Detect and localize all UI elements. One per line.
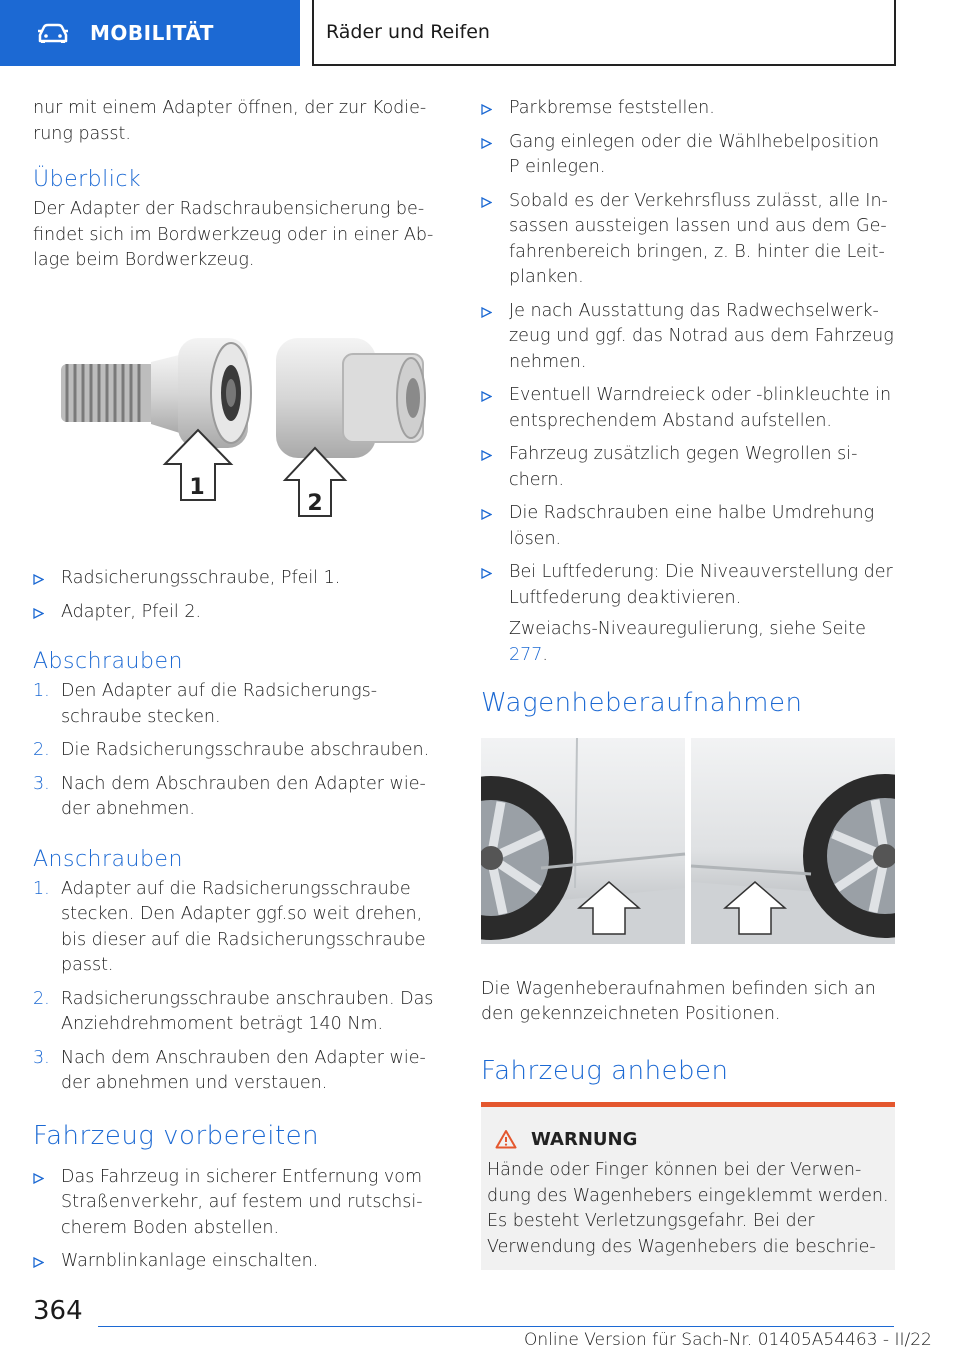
right-column	[481, 96, 895, 1270]
list-item: 3. Nach dem Abschrauben den Adapter wieder abnehmen.	[33, 773, 426, 819]
overview-heading: Überblick	[33, 167, 142, 192]
triangle-bullet-icon	[33, 1173, 44, 1184]
screw-heading: Anschrauben	[33, 846, 183, 872]
list-item: 1. Den Adapter auf die Radsicherungsschraube stecken.	[33, 681, 378, 727]
triangle-bullet-icon	[481, 307, 492, 318]
adapter	[276, 338, 425, 458]
prepare-bullets	[33, 1165, 447, 1275]
left-column	[33, 96, 447, 1283]
overview-text: Der Adapter der Radschraubensicherung befindet sich im Bordwerkzeug oder in einer Ablage beim Bordwerkzeug.	[33, 199, 434, 270]
unscrew-steps	[33, 679, 447, 823]
jack-heading: Wagenheberaufnahmen	[481, 688, 803, 718]
triangle-bullet-icon	[481, 197, 492, 208]
triangle-bullet-icon	[481, 568, 492, 579]
section-title: MOBILITÄT	[90, 21, 214, 45]
warning-box	[481, 1102, 895, 1271]
preparation-steps	[481, 96, 895, 611]
bolt-thread	[61, 354, 183, 434]
arrow-2	[285, 448, 345, 516]
triangle-bullet-icon	[481, 138, 492, 149]
warning-header	[487, 1127, 889, 1153]
list-item: Gang einlegen oder die Wählhebelposition P einlegen.	[481, 130, 895, 181]
intro-text: nur mit einem Adapter öffnen, der zur Kodierung passt.	[33, 98, 427, 144]
triangle-bullet-icon	[33, 1257, 44, 1268]
footer-divider	[98, 1326, 894, 1327]
triangle-bullet-icon	[33, 608, 44, 619]
list-item: 1. Adapter auf die Radsicherungsschraube stecken. Den Adapter ggf.so weit drehen, bis dieser auf die Radsicherungsschraube passt.	[33, 878, 426, 975]
arrow-2-label: 2	[307, 490, 323, 516]
list-item: Adapter, Pfeil 2.	[33, 600, 447, 626]
car-icon	[36, 22, 70, 44]
triangle-bullet-icon	[481, 391, 492, 402]
footer-text: Online Version für Sach-Nr. 01405A54463 - II/22	[524, 1330, 932, 1350]
list-item: 3. Nach dem Anschrauben den Adapter wieder abnehmen und verstauen.	[33, 1047, 426, 1093]
jack-caption: Die Wagenheberaufnahmen befinden sich an den gekennzeichneten Positionen.	[481, 978, 876, 1024]
list-item: Je nach Ausstattung das Radwechselwerkzeug und ggf. das Notrad aus dem Fahrzeug nehmen.	[481, 299, 895, 376]
triangle-bullet-icon	[481, 509, 492, 520]
list-item: Das Fahrzeug in sicherer Entfernung vom Straßenverkehr, auf festem und rutschsicherem Boden abstellen.	[33, 1165, 447, 1242]
warning-text: Hände oder Finger können bei der Verwendung des Wagenhebers eingeklemmt werden. Es besteht Verletzungsgefahr. Bei der Verwendung des Wagenhebers die beschrie-	[487, 1160, 889, 1257]
figure-legend	[33, 566, 447, 625]
list-item: Eventuell Warndreieck oder -blinkleuchte in entsprechendem Abstand aufstellen.	[481, 383, 895, 434]
list-item: Radsicherungsschraube, Pfeil 1.	[33, 566, 447, 592]
page-link[interactable]: 277	[509, 644, 543, 665]
list-item: Die Radschrauben eine halbe Umdrehung lösen.	[481, 501, 895, 552]
chapter-title: Räder und Reifen	[312, 0, 896, 66]
unscrew-heading: Abschrauben	[33, 649, 183, 674]
lift-heading: Fahrzeug anheben	[481, 1055, 729, 1086]
list-item: 2. Radsicherungsschraube anschrauben. Das Anziehdrehmoment beträgt 140 Nm.	[33, 988, 434, 1034]
arrow-1-label: 1	[189, 474, 205, 500]
page-number: 364	[33, 1296, 83, 1326]
list-item: 2. Die Radsicherungsschraube abschrauben.	[33, 740, 430, 760]
list-item: Fahrzeug zusätzlich gegen Wegrollen sichern.	[481, 442, 895, 493]
triangle-bullet-icon	[481, 450, 492, 461]
lock-bolt-adapter-figure	[33, 318, 447, 528]
list-item: Bei Luftfederung: Die Niveauverstellung der Luftfederung deaktivieren.	[481, 560, 895, 611]
prepare-heading: Fahrzeug vorbereiten	[33, 1120, 320, 1151]
section-tab	[0, 0, 300, 66]
jacking-points-photo	[481, 738, 895, 944]
warning-triangle-icon	[495, 1129, 517, 1149]
warning-title: WARNUNG	[531, 1128, 638, 1150]
list-item: Sobald es der Verkehrsfluss zulässt, alle Insassen aussteigen lassen und aus dem Gefahrenbereich bringen, z. B. hinter die Leitplanken.	[481, 189, 895, 291]
screw-steps	[33, 877, 447, 1097]
triangle-bullet-icon	[481, 104, 492, 115]
list-item: Parkbremse feststellen.	[481, 96, 895, 122]
cross-reference: Zweiachs-Niveauregulierung, siehe Seite 277.	[509, 619, 866, 665]
triangle-bullet-icon	[33, 574, 44, 585]
list-item: Warnblinkanlage einschalten.	[33, 1249, 447, 1275]
